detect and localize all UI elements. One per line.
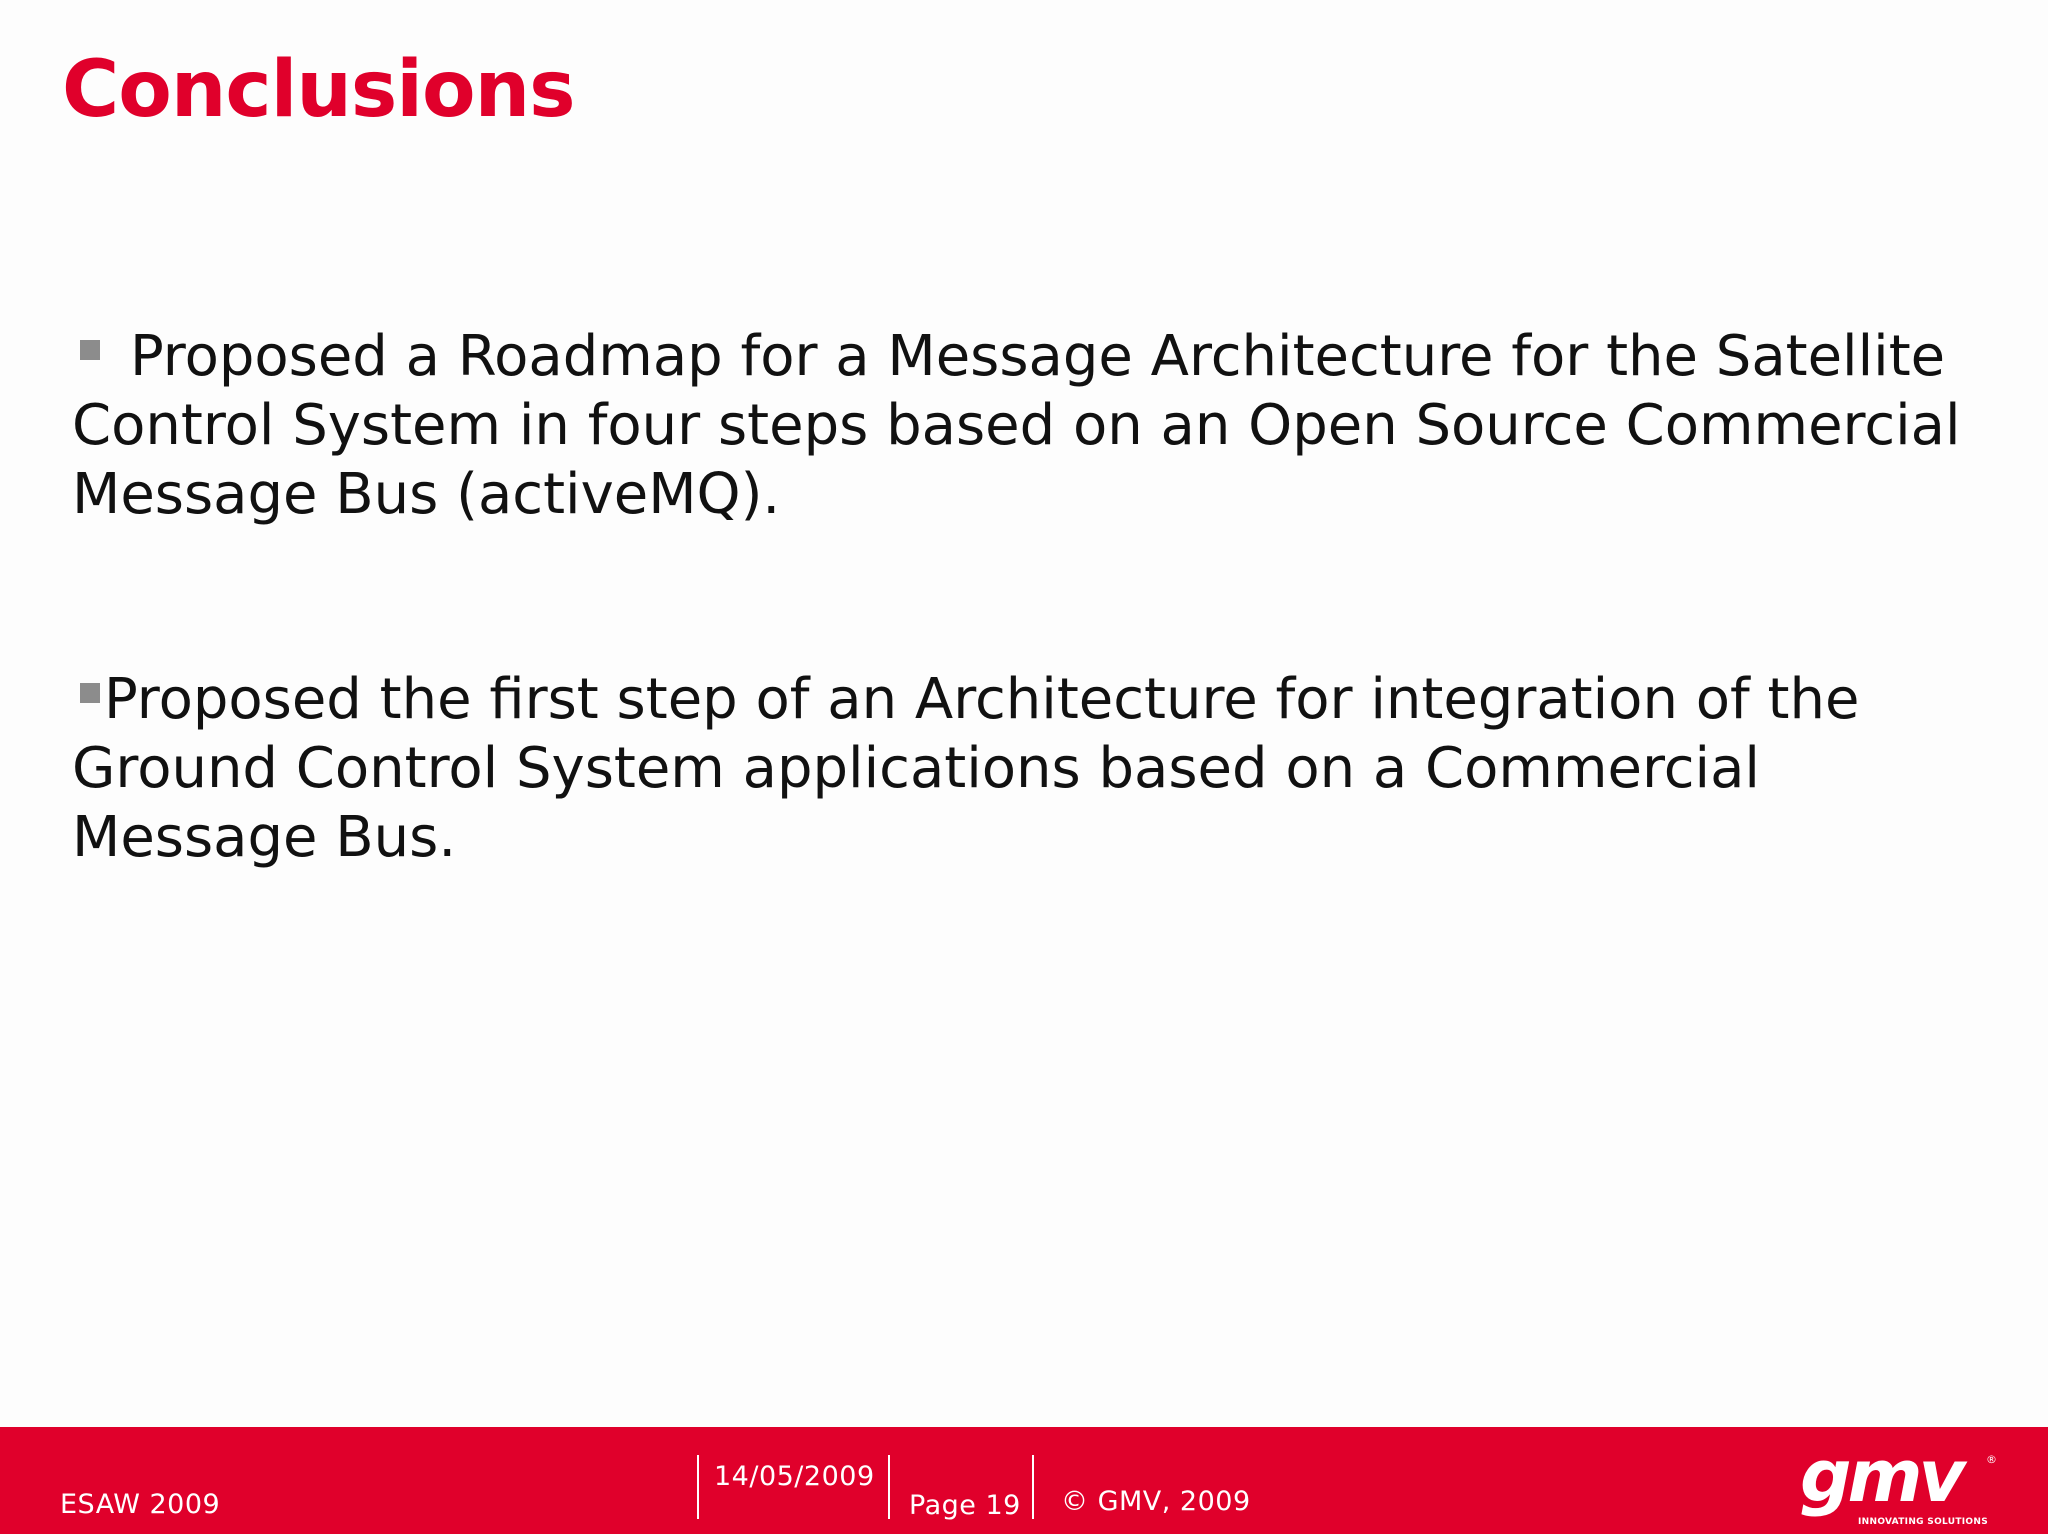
footer-divider	[697, 1455, 699, 1519]
footer-conference: ESAW 2009	[60, 1489, 221, 1520]
slide-title: Conclusions	[62, 45, 575, 135]
bullet-text: Proposed the first step of an Architecture for integration of the Ground Control System applications based on a Commercial Message Bus.	[72, 667, 1860, 870]
gmv-logo-tagline: INNOVATING SOLUTIONS	[1858, 1517, 1988, 1527]
footer-date: 14/05/2009	[714, 1461, 875, 1492]
gmv-logo-wordmark: gmv	[1800, 1445, 1962, 1518]
footer-copyright: © GMV, 2009	[1061, 1486, 1251, 1517]
gmv-logo-registered-mark: ®	[1986, 1453, 1997, 1466]
footer-divider	[888, 1455, 890, 1519]
square-bullet-icon	[80, 683, 100, 703]
square-bullet-icon	[80, 340, 100, 360]
bullet-text: Proposed a Roadmap for a Message Architecture for the Satellite Control System in four steps based on an Open Source Commercial Message Bus (activeMQ).	[72, 324, 1961, 527]
footer-divider	[1032, 1455, 1034, 1519]
bullet-item	[72, 322, 2002, 529]
footer-bar	[0, 1427, 2048, 1534]
gmv-logo	[1800, 1445, 2000, 1529]
footer-page-number: Page 19	[909, 1490, 1021, 1521]
bullet-item	[72, 665, 2002, 872]
